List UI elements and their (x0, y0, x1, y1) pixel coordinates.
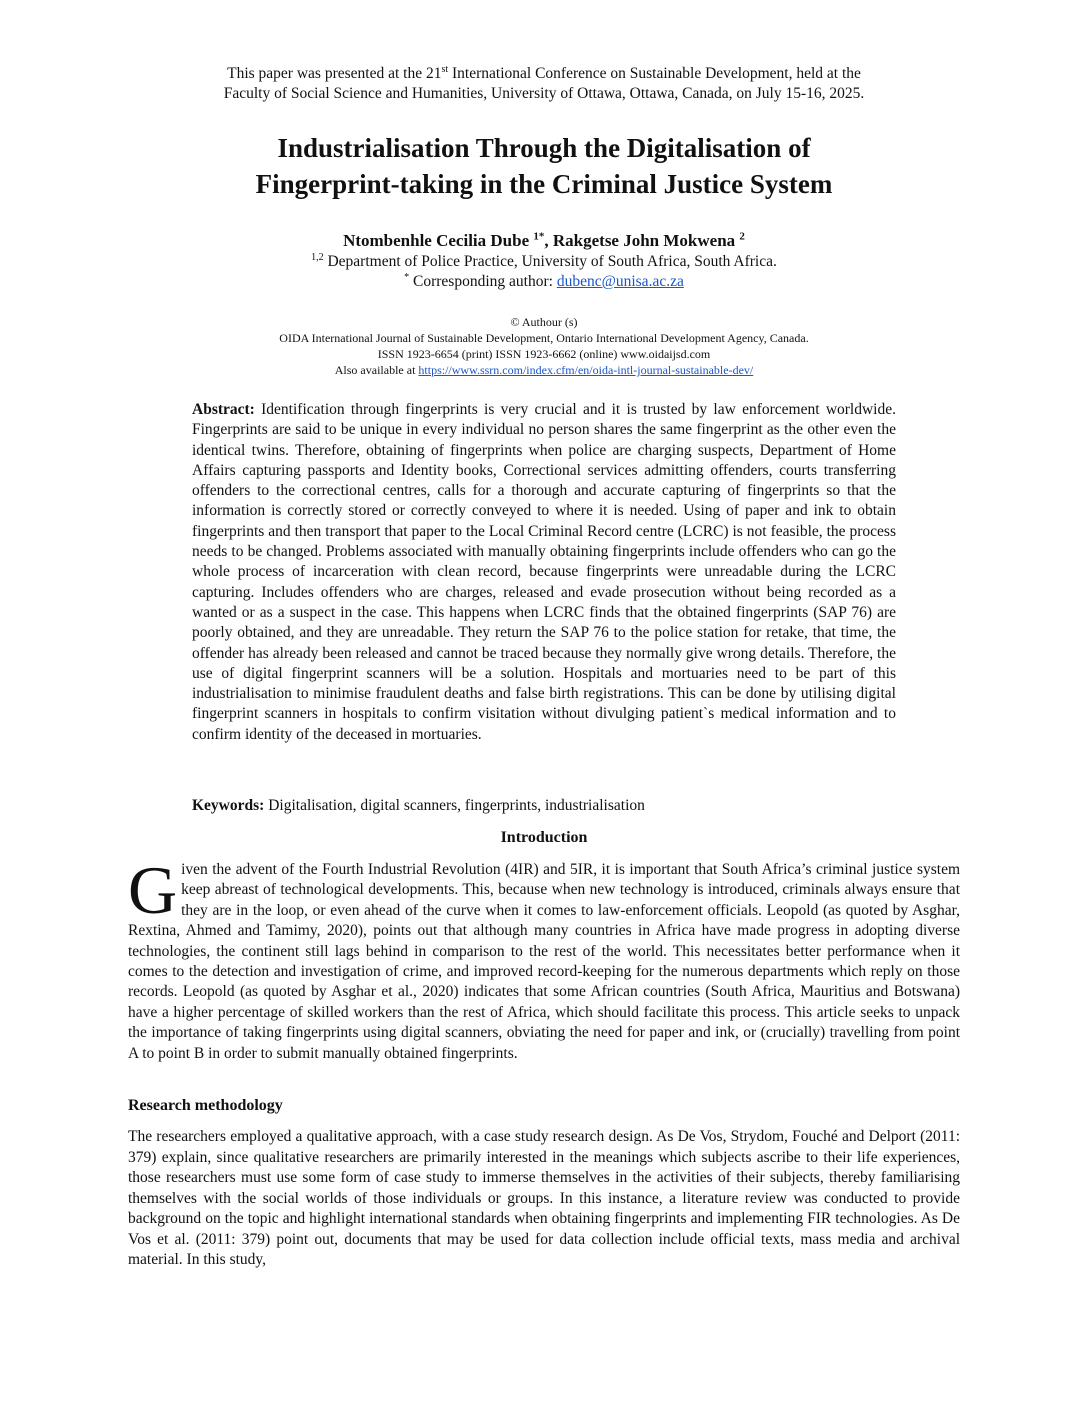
abstract-text: Identification through fingerprints is very crucial and it is trusted by law enforcement worldwide. Fingerprints are said to be unique in every individual no person shares the same fingerprint as the other even the identical twins. Therefore, obtaining of fingerprints when police are charging suspects, Department of Home Affairs capturing passports and Identity books, Correctional services admitting offenders, courts transferring offenders to the correctional centres, calls for a thorough and accurate capturing of fingerprints so that the information is correctly stored or correctly conveyed to where it is needed. Using of paper and ink to obtain fingerprints and then transport that paper to the Local Criminal Record centre (LCRC) is not feasible, the process needs to be changed. Problems associated with manually obtaining fingerprints include offenders who can go the whole process of incarceration with clean record, because fingerprints were unreadable during the LCRC capturing. Includes offenders who are charges, released and evade prosecution without being recorded as a wanted or as a suspect in the case. This happens when LCRC finds that the obtained fingerprints (SAP 76) are poorly obtained, and they are unreadable. They return the SAP 76 to the police station for retake, that time, the offender has already been released and cannot be traced because they normally give wrong details. Therefore, the use of digital fingerprint scanners will be a solution. Hospitals and mortuaries need to be part of this industrialisation to minimise fraudulent deaths and false birth registrations. This can be done by utilising digital fingerprint scanners in hospitals to confirm visitation without divulging patient`s medical information and to confirm identity of the deceased in mortuaries. (192, 401, 896, 743)
keywords-label: Keywords: (192, 797, 265, 814)
ssrn-link[interactable]: https://www.ssrn.com/index.cfm/en/oida-intl-journal-sustainable-dev/ (418, 363, 754, 377)
research-methodology-paragraph: The researchers employed a qualitative approach, with a case study research design. As De Vos, Strydom, Fouché and Delport (2011: 379) explain, since qualitative researchers are primarily interested in the meanings which subjects ascribe to their life experiences, those researchers must use some form of case study to immerse themselves in the activities of their subjects, thereby familiarising themselves with the social worlds of those individuals or groups. In this instance, a literature review was conducted to provide background on the topic and highlight international standards when obtaining fingerprints and implementing FIR technologies. As De Vos et al. (2011: 379) point out, documents that may be used for data collection include official texts, mass media and archival material. In this study, (128, 1128, 960, 1268)
introduction-heading: Introduction (500, 829, 588, 846)
affiliation: $^{1,2}$ Department of Police Practice, University of South Africa, South Africa. (311, 251, 777, 270)
also-available-line: Also available at https://www.ssrn.com/index.cfm/en/oida-intl-journal-sustainable-dev/ (334, 363, 754, 377)
corresponding-email-link[interactable]: dubenc@unisa.ac.za (556, 273, 684, 290)
issn-line: ISSN 1923-6654 (print) ISSN 1923-6662 (online) www.oidaijsd.com (377, 347, 711, 361)
author-list: Ntombenhle Cecilia Dube $^{1*}$, Rakgetse John Mokwena $^2$ (343, 230, 745, 250)
paper-title-line1: Industrialisation Through the Digitalisation of (277, 133, 811, 163)
keywords (192, 796, 896, 816)
abstract (192, 400, 896, 745)
author-2: Rakgetse John Mokwena (552, 231, 740, 250)
copyright-line: © Authour (s) (510, 315, 578, 329)
author-1-marker: 1* (533, 230, 545, 243)
publication-info (0, 314, 1088, 378)
conference-notice-line2: Faculty of Social Science and Humanities, University of Ottawa, Ottawa, Canada, on July 15-16, 2025. (223, 85, 865, 102)
introduction-paragraph (128, 852, 960, 1064)
abstract-label: Abstract: (192, 401, 255, 418)
author-1: Ntombenhle Cecilia Dube (343, 231, 534, 250)
keywords-text: Digitalisation, digital scanners, fingerprints, industrialisation (264, 797, 645, 814)
paper-title (0, 130, 1088, 202)
journal-line: OIDA International Journal of Sustainable Development, Ontario International Development Agency, Canada. (279, 331, 809, 345)
research-methodology-heading: Research methodology (128, 1097, 283, 1114)
paper-title-line2: Fingerprint-taking in the Criminal Justice System (255, 169, 833, 199)
conference-notice-line1: This paper was presented at the 21st International Conference on Sustainable Development, held at the (227, 63, 861, 82)
conference-notice (0, 64, 1088, 104)
drop-cap: G (128, 852, 178, 928)
introduction-text: iven the advent of the Fourth Industrial Revolution (4IR) and 5IR, it is important that South Africa’s criminal justice system keep abreast of technological developments. This, because when new technology is introduced, criminals always ensure that they are in the loop, or even ahead of the curve when it comes to law-enforcement officials. Leopold (as quoted by Asghar, Rextina, Ahmed and Tamimy, 2020), points out that although many countries in Africa have made progress in adopting diverse technologies, the continent still lags behind in comparison to the rest of the world. This necessitates better performance when it comes to the detection and investigation of crime, and improved record-keeping for the numerous departments which reply on those records. Leopold (as quoted by Asghar et al., 2020) indicates that some African countries (South Africa, Mauritius and Botswana) have a higher percentage of skilled workers than the rest of Africa, which should facilitate this process. This article seeks to unpack the importance of taking fingerprints using digital scanners, obviating the need for paper and ink, or (crucially) travelling from point A to point B in order to submit manually obtained fingerprints. (128, 861, 960, 1062)
corresponding-author: * Corresponding author: dubenc@unisa.ac.za (404, 271, 684, 290)
author-2-marker: 2 (739, 230, 745, 243)
